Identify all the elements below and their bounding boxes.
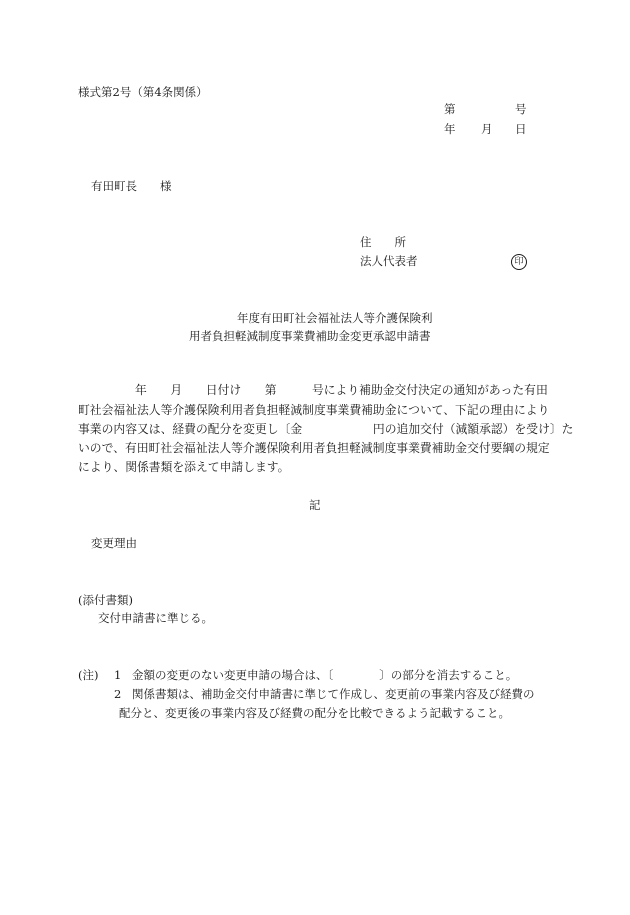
addressee-honorific: 様 — [160, 179, 172, 193]
address-label: 住 所 — [360, 235, 406, 249]
title-line-1: 年度有田町社会福祉法人等介護保険利 — [237, 311, 433, 325]
note-2-line-1: 関係書類は、補助金交付申請書に準じて作成し、変更前の事業内容及び経費の — [132, 687, 535, 701]
doc-number-go: 号 — [515, 102, 527, 116]
addressee-name: 有田町長 — [91, 179, 137, 193]
attachments-text: 交付申請書に準じる。 — [98, 611, 213, 625]
attachments-label: (添付書類) — [78, 593, 133, 607]
doc-number-dai: 第 — [444, 102, 456, 116]
note-2-line-2: 配分と、変更後の事業内容及び経費の配分を比較できるよう記載すること。 — [119, 706, 510, 720]
ki-heading: 記 — [309, 498, 321, 512]
body-line-2: 町社会福祉法人等介護保険利用者負担軽減制度事業費補助金について、下記の理由により — [78, 403, 550, 417]
date-month: 月 — [481, 122, 493, 136]
form-number: 様式第2号（第4条関係） — [78, 85, 208, 99]
notes-label: (注) — [78, 668, 99, 682]
date-year: 年 — [444, 122, 456, 136]
body-line-1: 年 月 日付け 第 号により補助金交付決定の通知があった有田 — [135, 383, 548, 397]
note-2-number: 2 — [114, 687, 122, 701]
date-day: 日 — [515, 122, 527, 136]
body-line-4: いので、有田町社会福祉法人等介護保険利用者負担軽減制度事業費補助金交付要綱の規定 — [78, 441, 550, 455]
title-line-2: 用者負担軽減制度事業費補助金変更承認申請書 — [189, 329, 431, 343]
note-1-text: 金額の変更のない変更申請の場合は、〔 〕の部分を消去すること。 — [132, 668, 518, 682]
seal-mark: 印 — [511, 254, 527, 270]
representative-label: 法人代表者 — [360, 254, 418, 268]
body-line-5: により、関係書類を添えて申請します。 — [78, 460, 290, 474]
body-line-3: 事業の内容又は、経費の配分を変更し〔金 円の追加交付（減額承認）を受け〕た — [78, 422, 574, 436]
change-reason-label: 変更理由 — [91, 536, 137, 550]
note-1-number: 1 — [114, 668, 122, 682]
